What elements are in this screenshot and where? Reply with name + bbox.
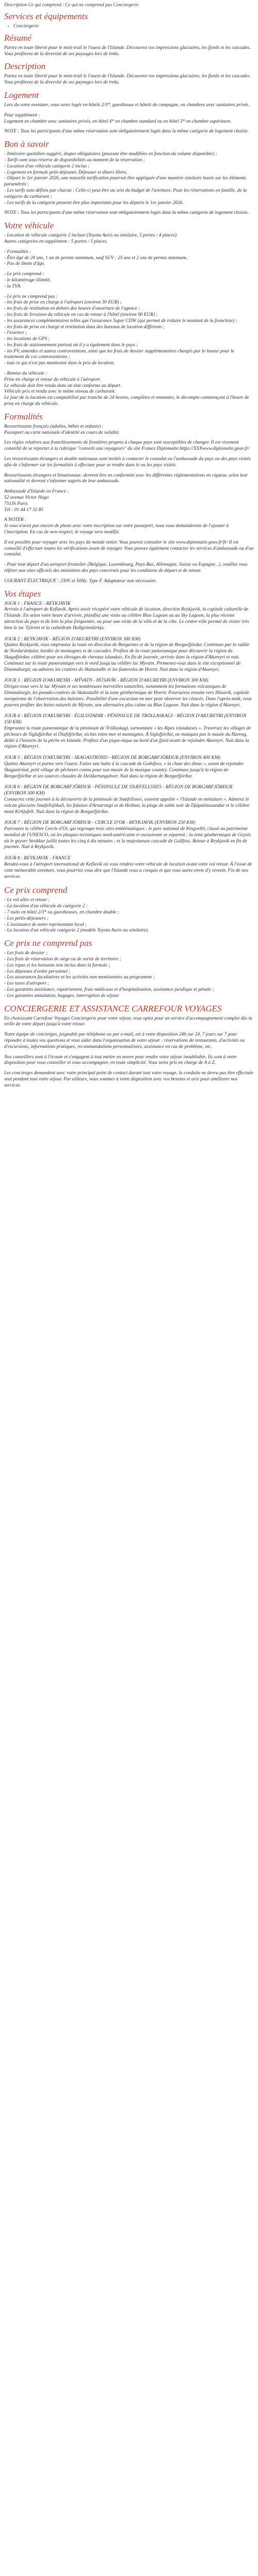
bon-savoir-item: - Les tarifs de la catégorie peuvent être plus importants pour les départs le 1er janvier 2026.	[4, 200, 184, 206]
prix-nocomprend-item: - Les repas et les boissons non inclus dans la formule ;	[4, 962, 110, 968]
day-title: JOUR 5 : RÉGION D'AKUREYRI - SKAGASTRÖND - RÉGION DE BORGARFJÖRÐUR (ENVIRON 400 KM)	[4, 755, 220, 761]
day-title: JOUR 2 : REYKJAVIK - RÉGION D'AKUREYRI (ENVIRON 380 KM)	[4, 636, 141, 642]
bon-savoir-item: - Location d'un véhicule catégorie 2 inclus ;	[4, 163, 90, 169]
prix-nocomprend-item: - Les dépenses d'ordre personnel ;	[4, 969, 71, 974]
vehicule-text-1: - Location de véhicule catégorie 2 incluse (Toyota Auris ou similaire, 5 portes / 4 places). Autres catégories en supplément : 5 portes / 5 places.	[4, 233, 178, 244]
prix-comprend-item: - 7 nuits en hôtel 2/3* ou guesthouses, en chambre double ;	[4, 910, 120, 916]
page-content	[0, 0, 258, 1089]
day-item	[4, 637, 254, 673]
formalites-text-6: A NOTER : Si vous n'avez pas encore de photo avec votre inscription sur votre passeport, nous vous demanderons de l'ajouter à l'inscription. En cas de non-respect, le voyage sera modifié.	[4, 517, 229, 535]
logement-text-1: Lors du votre aventure, vous serez logés en hôtels 2/3*, guesthouse et hôtels de campagne, en chambres avec sanitaires privés.	[4, 102, 250, 108]
day-item	[4, 856, 254, 880]
vehicule-text-4: - Le prix ne comprend pas : - les frais de prise en charge à l'aéroport (environ 30 EUR) ; - les frais de restitution en dehors des heures d'ouverture de l'agence ; - les frais de livraison du véhicule en cas de retour à l'hôtel (environ 90 EUR) ; - les assurances complémentaires telles que l'assurance Super CDW (qui permet de réduire le montant de la franchise) ; - les frais de prise en charge et restitution dans des bureaux de location différents ; - l'essence ; - les locations de GPS ; - les frais de stationnement partout où il y a également dans le pays ; - les PV, amendes et autres contraventions, ainsi que les frais de dossier supplémentaires chargés par le loueur pour le traitement de ces contraventions ; - tout ce qui n'est pas mentionné dans le prix de location.	[4, 294, 237, 366]
day-title: JOUR 1 : FRANCE - REYKJAVIK	[4, 601, 71, 606]
prix-nocomprend-item: - Les garanties assistance, rapatriement, frais médicaux et d'hospitalisation, assistance juridique et pénale ;	[4, 987, 214, 993]
prix-nocomprend-heading: Ce prix ne comprend pas	[4, 938, 92, 948]
formalites-text-2: Les règles relatives aux franchissements de frontières propres à chaque pays sont susceptibles de changer. Il est vivement conseillé de se reporter à la rubrique "conseils aux voyageurs" du site France Diplomatie.https://XXXwww.diplomatie.gouv.fr/	[4, 440, 250, 452]
vehicule-heading: Votre véhicule	[4, 221, 54, 231]
conciergerie-text-2: Notre équipe de concierges, joignable par téléphone ou par e-mail, est à votre disposition 24h sur 24, 7 jours sur 7 pour répondre à toutes vos questions et vous aider dans l'organisation de votre séjour : réservations de restaurants, d'activités ou d'excursions, informations pratiques, recommandations personnalisées, assistance en cas de problème, etc.	[4, 1032, 245, 1049]
prix-nocomprend-item: - Les taxes d'aéroport ;	[4, 981, 50, 987]
prix-comprend-item: - Le vol aller et retour ;	[4, 897, 50, 903]
prix-nocomprend-item: - Les frais de réservation de siège ou de sortie de territoire ;	[4, 957, 121, 962]
conciergerie-text-1: En choisissant Carrefour Voyages Conciergerie pour votre séjour, vous optez pour un service d'accompagnement complet dès la veille de votre départ jusqu'à votre retour.	[4, 1015, 252, 1027]
conciergerie-text-4: Les concierges demandent avec votre principal point de contact durant tout votre voyage, la conduite ne devra pas être effectuée seul pendant tout votre séjour. Par ailleurs, nous sommes à votre disposition avec vos besoins et avis pour améliorer nos services.	[4, 1071, 253, 1088]
formalites-text-8: - Pour tout départ d'un aéroport frontalier (Belgique, Luxembourg, Pays-Bas, Allemagne, Suisse ou Espagne...), veuillez vous référer aux sites officiels des ministères des pays concernés pour les conditions de départ et de retour.	[4, 562, 248, 573]
description-heading: Description	[4, 61, 46, 72]
formalites-heading: Formalités	[4, 411, 43, 421]
services-list	[4, 24, 254, 30]
day-title: JOUR 8 : REYKJAVIK - FRANCE	[4, 856, 71, 861]
prix-comprend-item: - L'assistance de notre représentant local ;	[4, 922, 87, 927]
day-item	[4, 678, 254, 708]
conciergerie-heading: CONCIERGERIE ET ASSISTANCE CARREFOUR VOYAGES	[4, 1003, 222, 1013]
prix-nocomprend-item: - Les assurances facultatives et les activités non mentionnées au programme ;	[4, 975, 155, 980]
prix-comprend-heading: Ce prix comprend	[4, 885, 68, 895]
formalites-text-3: Les ressortissants étrangers et double nationaux sont invités à contacter le consulat ou l'ambassade du pays ou des pays visités afin de s'informer sur les formalités à effectuer pour se rendre dans le ou les pays visités.	[4, 456, 251, 468]
prix-comprend-item: - La location d'un véhicule de catégorie 2 ;	[4, 904, 88, 909]
day-title: JOUR 6 : RÉGION DE BORGARFJÖRÐUR - PÉNINSULE DE SNÆFELLSNES - RÉGION DE BORGARFJÖRÐUR (ENVIRON 300 KM)	[4, 785, 233, 796]
day-text: Arrivée à l'aéroport de Keflavik. Après avoir récupéré votre véhicule de location, direction Reykjavik, la capitale culturelle de l'Islande. En selon votre heure d'arrivée, planifiez une visite au célèbre Blue Lagoon ou au Sky Lagoon, la plus récente attraction du pays et de loin la plus fréquentée, ou pour une visite de la ville et de la côte. Le centre-ville permet de visiter très bien le lac Tjörnin et la cathédrale Hallgrímskirkja.	[4, 607, 249, 631]
bon-savoir-item: - Logement en formule petit-déjeuner, Déjeuner et dîners libres.	[4, 170, 128, 175]
bon-savoir-item: - Les tarifs sont définis par chacun ; Celle-ci peut être au sein du budget de l'aventure. Pour les réservations en famille, de la catégorie du carburant ;	[4, 188, 247, 199]
bon-savoir-item: - Itinéraire quotidien suggéré, étapes obligatoires (pouvant être modifiées en fonction du volume disponible) ;	[4, 151, 217, 157]
day-text: Dirigez-vous vers le lac Mývatn et ses nombreuses merveilles naturelles, notamment les formations volcaniques de Dimmuborgir, les pseudo-cratères de Skútustaðir et la zone géothermique de Hverir. Poursuivez ensuite vers Húsavík, capitale européenne de l'observation des baleines. Possibilité d'une excursion en mer pour observer les cétacés. Dans l'après-midi, vous pourrez profiter des bains naturels de Mývatn, une alternative plus calme au Blue Lagoon. Nuit dans la région d'Akureyri.	[4, 684, 252, 708]
day-text: Consacrez cette journée à la découverte de la péninsule de Snæfellsnes, souvent appelée « l'Islande en miniature ». Admirez le volcan glaciaire Snæfellsjökull, les falaises d'Arnarstapi et de Hellnar, la plage de sable noir de Djúpalónssandur et le célèbre mont Kirkjufell. Nuit dans la région de Borgarfjörður.	[4, 796, 250, 815]
day-item	[4, 755, 254, 779]
day-text: Rendez-vous à l'aéroport international de Keflavik où vous rendrez votre véhicule de location avant votre vol retour. À l'issue de cette mémorable aventure, vous pourriez vous dire que l'Islande vous a conquis et que vous aurez envie d'y revenir. Fin de nos services.	[4, 862, 252, 879]
day-title: JOUR 4 : RÉGION D'AKUREYRI - ÉGILSSTAÐIR - PÉNINSULE DE TRÖLLASKAGI - RÉGION D'AKUREYRI (ENVIRON 150 KM)	[4, 714, 247, 725]
day-text: Quittez Akureyri et partez vers l'ouest. Faites une halte à la cascade de Goðafoss, « la chute des dieux », avant de rejoindre Skagaströnd, petit village de pêcheurs connu pour son musée de la musique country. Continuez jusqu'à la région de Borgarfjörður et ses sources chaudes de Deildartunguhver. Nuit dans la région de Borgarfjörður.	[4, 761, 244, 779]
logement-text-3: NOTE : Tous les participants d'une même réservation sont obligatoirement logés dans la même catégorie de logement choisie.	[4, 129, 249, 134]
prix-nocomprend-item: - Les garanties annulation, bagages, interruption de séjour.	[4, 993, 120, 998]
formalites-text-7: Il est possible pour voyager avec les pays du monde entier. Vous pouvez consulter le site www.diplomatie.gouv.fr/fr/ Il est conseillé d'effectuer toutes les vérifications avant de voyager. Vous pouvez également contacter les services d'ambassade ou d'un consulat.	[4, 539, 254, 557]
day-item	[4, 601, 254, 632]
services-item: • Conciergerie	[13, 24, 254, 30]
day-text: Parcourez le célèbre Cercle d'Or, qui regroupe trois sites emblématiques : le parc national de Þingvellir, classé au patrimoine mondial de l'UNESCO, où les plaques tectoniques nord-américaine et eurasienne se séparent ; la zone géothermique de Geysir, où le geyser Strokkur jaillit toutes les cinq à dix minutes ; et la majestueuse cascade de Gullfoss. Retour à Reykjavik en fin de journée. Nuit à Reykjavik.	[4, 826, 252, 850]
formalites-text-4: Ressortissants étrangers et binationaux: devront être en conformité avec les différentes réglementations en vigueur, selon leur nationalité et devront s'informer auprès de leur ambassade.	[4, 472, 248, 484]
day-title: JOUR 7 : RÉGION DE BORGARFJÖRÐUR - CERCLE D'OR - REYKJAVIK (ENVIRON 250 KM)	[4, 820, 196, 826]
day-text: Empruntez la route panoramique de la péninsule de Tröllaskagi, surnommée « les Alpes islandaises ». Traversez les villages de pêcheurs de Siglufjörður et Ólafsfjörður, nichés entre mer et montagnes. À Siglufjörður, ne manquez pas le musée du Hareng, dédié à l'histoire de la pêche en Islande. Profitez d'un pique-nique au bord d'un fjord avant de rejoindre Akureyri. Nuit dans la région d'Akureyri.	[4, 725, 251, 750]
vehicule-text-5: - Remise du véhicule : Prise en charge et retour du véhicule à l'aéroport. Le véhicule doit être rendu dans un état conforme au départ. Véhicule pris et rendu avec le même niveau de carburant. Le jour de la location est comptabilisé par tranche de 24 heures, complètes et entamées, le décompte commençant à l'heure de prise en charge du véhicule.	[4, 371, 249, 407]
day-item	[4, 714, 254, 750]
day-list	[4, 601, 254, 880]
description-text: Partez en toute liberté pour le mini-trail le l'ouest de l'Islande. Découvrez vos impressions glaciaires, les fjords et les cascades. Vous profiterez de la diversité de ses paysages lors de treks.	[4, 74, 251, 86]
day-text: Quittez Reykjavik, vous empruntez la route en direction de Borgarnes et de la région de Borgarfjördur. Continuez par la vallée de Nordurárdalur, bordée de montagnes et de cascades. Profitez de la route panoramique pour découvrir la région du Skagafjördur, célèbre pour ses élevages de chevaux islandais. En fin de journée, arrivée dans la région d'Akureyri et nuit. Continuez sur la route panoramique vers le nord jusqu'au célèbre lac Mývatn. Promenez-vous dans le site exceptionnel de Dimmuborgir, ou admirez les cratères de Skútustaðir et les fumeroles de Hverir. Nuit dans la région d'Akureyri.	[4, 642, 249, 672]
day-title: JOUR 3 : RÉGION D'AKUREYRI - MÝVATN - HÚSAVÍK - RÉGION D'AKUREYRI (ENVIRON 300 KM)	[4, 678, 208, 684]
formalites-text-5: Ambassade d'Islande en France : 52 avenue Victor Hugo 75116 Paris Tél : 01 44 17 32 85	[4, 489, 69, 513]
bon-savoir-item: - Départ le 1er janvier 2026, une nouvelle tarification pourrait être appliquée d'une manière similaire basée sur les éléments paramétrés ;	[4, 176, 246, 188]
logement-text-2: Pour supplément : Logement en chambre avec sanitaires privés, en hôtel 4* en chambre standard ou en hôtel 3* en chambre supérieure.	[4, 112, 232, 124]
prix-nocomprend-list	[4, 951, 254, 999]
day-item	[4, 820, 254, 851]
prix-comprend-item: - Les petits-déjeuners ;	[4, 916, 49, 921]
bon-savoir-heading: Bon à savoir	[4, 139, 49, 149]
etapes-heading: Vos étapes	[4, 588, 41, 599]
vehicule-text-2: - Formalités : - Être âgé de 20 ans, 1 an de permis minimum, sauf SUV : 25 ans et 2 ans de permis minimum. - Pas de limite d'âge.	[4, 249, 188, 267]
bon-savoir-item: - Tarifs sont sous réserve de disponibilités au moment de la réservation ;	[4, 157, 146, 163]
logement-heading: Logement	[4, 90, 39, 100]
prix-nocomprend-item: - Les frais de dossier ;	[4, 951, 48, 956]
formalites-text-9: COURANT ÉLECTRIQUE : 230V et 50Hz. Type F. Adaptateur non nécessaire.	[4, 578, 157, 584]
resume-text: Partez en toute liberté pour le mini-trail le l'ouest de l'Islande. Découvrez vos impressions glaciaires, les fjords et les cascades. Vous profiterez de la diversité de ses paysages lors de treks.	[4, 45, 251, 57]
intro-line: Description Ce qui comprend / Ce qui ne comprend pas Conciergerie	[4, 3, 139, 8]
formalites-text-1: Ressortissants français (adultes, bébés et enfants) : Passeport ou carte nationale d'identité en cours de validité.	[4, 423, 120, 435]
prix-comprend-item: - La location d'un véhicule catégorie 2 (modèle Toyota Auris ou similaire).	[4, 928, 149, 934]
prix-comprend-list	[4, 897, 254, 934]
day-item	[4, 785, 254, 815]
bon-savoir-list	[4, 151, 254, 206]
bon-savoir-note: NOTE : Tous les participants d'une même réservation sont obligatoirement logés dans la même catégorie de logement choisie.	[4, 210, 249, 216]
conciergerie-text-3: Nos conseillers sont à l'écoute et s'engagent à tout mettre en œuvre pour rendre votre séjour inoubliable. Ils sont à votre disposition pour vous conseiller et vous accompagner, en toute simplicité. Vous serez pris en charge de A à Z.	[4, 1054, 237, 1066]
services-heading: Services et équipements	[4, 11, 88, 21]
vehicule-text-3: - Le prix comprend : - le kilométrage illimité, - la TVA.	[4, 272, 51, 289]
resume-heading: Résumé	[4, 32, 31, 43]
